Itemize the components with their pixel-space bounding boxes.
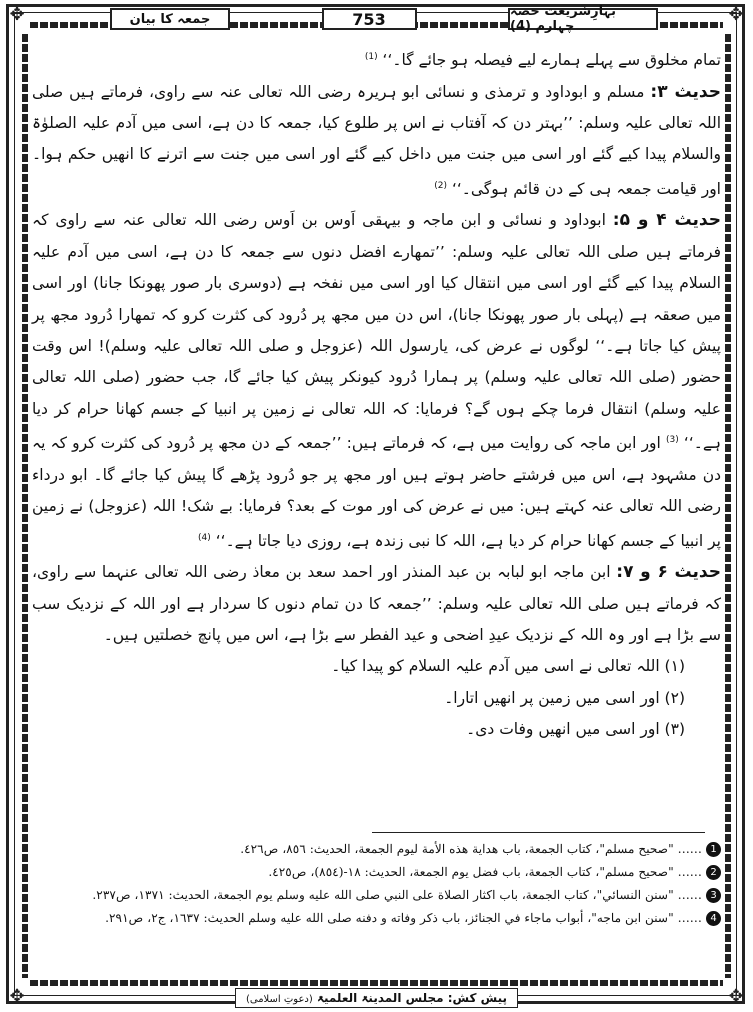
footnote-number: 4 [706, 911, 721, 926]
paragraph-text: تمام مخلوق سے پہلے ہمارے لیے فیصلہ ہو جائے گا۔‘‘ [382, 51, 721, 70]
footnote [32, 884, 721, 907]
hadith-heading: حدیث ۴ و ۵: [612, 210, 721, 231]
book-title: بہارِشریعت حصہ چہارم (4) [508, 8, 658, 30]
footnote-divider [372, 832, 705, 833]
footnotes [32, 838, 721, 930]
paragraph [32, 205, 721, 557]
hadith-heading: حدیث ۶ و ۷: [616, 562, 722, 583]
hadith-heading: حدیث ۳: [650, 81, 721, 102]
paragraph [32, 557, 721, 651]
corner-ornament-icon: ✥ [728, 986, 744, 1007]
footnote-text: …… "سنن ابن ماجه"، أبواب ماجاء في الجنائز، باب ذكر وفاته و دفنه صلى الله عليه وسلم الحديث: ١٦٣٧، ج٢، ص٢٩١. [105, 911, 702, 925]
footnote-number: 1 [706, 842, 721, 857]
footnote-ref: (1) [364, 52, 378, 62]
footnote-text: …… "صحیح مسلم"، كتاب الجمعة، باب فضل يوم الجمعة، الحديث: ١٨-(٨٥٤)، ص٤٢٥. [268, 865, 702, 879]
paragraph-text: اور ابن ماجہ کی روایت میں ہے، کہ فرماتے ہیں: ’’جمعہ کے دن مجھ پر دُرود کی کثرت کرو کہ یہ دن مشہود ہے، اس میں فرشتے حاضر ہوتے ہیں اور مجھ پر جو دُرود پڑھے گا پیش کیا جائے گا۔ ابو درداء رضی اللہ تعالی عنہ کہتے ہیں: میں نے عرض کی اور موت کے بعد؟ فرمایا: بے شک! اللہ (عزوجل) نے زمین پر انبیا کے جسم کھانا حرام کر دیا ہے، اللہ کا نبی زندہ ہے، روزی دیا جاتا ہے۔‘‘ [32, 434, 721, 550]
list-item: (۳) اور اسی میں انھیں وفات دی۔ [466, 720, 685, 739]
paragraph-text: ابن ماجہ ابو لبابہ بن عبد المنذر اور احمد سعد بن معاذ رضی اللہ تعالی عنہما سے راوی، کہ فرماتے ہیں صلی اللہ تعالی علیہ وسلم: ’’جمعہ کا دن تمام دنوں کا سردار ہے اور اللہ کے نزدیک سب سے بڑا ہے اور وہ اللہ کے نزدیک عیدِ اضحی و عید الفطر سے بڑا ہے، اس میں پانچ خصلتیں ہیں۔ [32, 563, 721, 644]
footnote-ref: (4) [198, 532, 211, 543]
paragraph [32, 77, 721, 206]
chapter-title: جمعہ کا بیان [110, 8, 230, 30]
paragraph-text: ابوداود و نسائی و ابن ماجہ و بیہقی اَوس بن اَوس رضی اللہ تعالی عنہ سے راوی کہ فرماتے ہیں صلی اللہ تعالی علیہ وسلم: ’’تمھارے افضل دنوں سے جمعہ کا دن ہے، اسی میں آدم علیہ السلام پیدا کیے گئے اور اسی میں انتقال کیا اور اسی میں نفخہ ہے (دوسری بار صور پھونکا جانا) اور اسی میں صعقہ ہے (پہلی بار صور پھونکا جانا)، اس دن میں مجھ پر دُرود کی کثرت کرو کہ تمھارا دُرود مجھ پر پیش کیا جاتا ہے۔‘‘ لوگوں نے عرض کی، یارسول اللہ (عزوجل و صلی اللہ تعالی علیہ وسلم)! اس وقت حضور (صلی اللہ تعالی علیہ وسلم) پر ہمارا دُرود کیونکر پیش کیا جائے گا، جب حضور (صلی اللہ تعالی علیہ وسلم) انتقال فرما چکے ہوں گے؟ فرمایا: کہ اللہ تعالی نے زمین پر انبیا کے جسم کھانا حرام کر دیا ہے۔‘‘ [32, 211, 721, 453]
page-number: 753 [322, 8, 417, 30]
footnote [32, 861, 721, 884]
paragraph-text: مسلم و ابوداود و ترمذی و نسائی ابو ہریرہ رضی اللہ تعالی عنہ سے راوی، فرماتے ہیں صلی اللہ تعالی علیہ وسلم: ’’بہتر دن کہ آفتاب نے اس پر طلوع کیا، جمعہ کا دن ہے، اسی میں آدم علیہ الصلوٰۃ والسلام پیدا کیے گئے اور اسی میں جنت میں داخل کیے گئے اور اسی میں جنت سے اترنے کا انھیں حکم ہوا۔ اور قیامت جمعہ ہی کے دن قائم ہوگی۔‘‘ [32, 82, 721, 198]
page-footer [0, 988, 753, 1008]
footnote-text: …… "صحیح مسلم"، كتاب الجمعة، باب هداية هذه الأمة ليوم الجمعة، الحديث: ٨٥٦، ص٤٢٦. [240, 842, 702, 856]
left-chain-ornament [22, 34, 28, 978]
publisher-sub: (دعوتِ اسلامی) [245, 994, 313, 1005]
list-item: (۲) اور اسی میں زمین پر انھیں اتارا۔ [444, 688, 685, 707]
list-item: (۱) اللہ تعالی نے اسی میں آدم علیہ السلام کو پیدا کیا۔ [331, 657, 685, 676]
footnote-number: 2 [706, 865, 721, 880]
page-header [110, 6, 658, 32]
right-chain-ornament [725, 34, 731, 978]
footnote-number: 3 [706, 888, 721, 903]
publisher-box [235, 988, 518, 1008]
footnote-ref: (3) [665, 435, 679, 446]
main-text [32, 42, 721, 832]
footnote [32, 838, 721, 861]
corner-ornament-icon: ✥ [9, 4, 25, 25]
bottom-chain-ornament [30, 980, 723, 986]
corner-ornament-icon: ✥ [728, 4, 744, 25]
paragraph [32, 42, 721, 77]
footer-label: پیش کش: [447, 991, 508, 1005]
footnote [32, 907, 721, 930]
footnote-ref: (2) [434, 180, 448, 191]
publisher-name: مجلس المدینۃ العلمیۃ [316, 991, 444, 1005]
footnote-text: …… "سنن النسائي"، كتاب الجمعة، باب اكثار الصلاة على النبي صلى الله عليه وسلم يوم الجمعة، الحديث: ١٣٧١، ص٢٣٧. [92, 888, 702, 902]
corner-ornament-icon: ✥ [9, 986, 25, 1007]
